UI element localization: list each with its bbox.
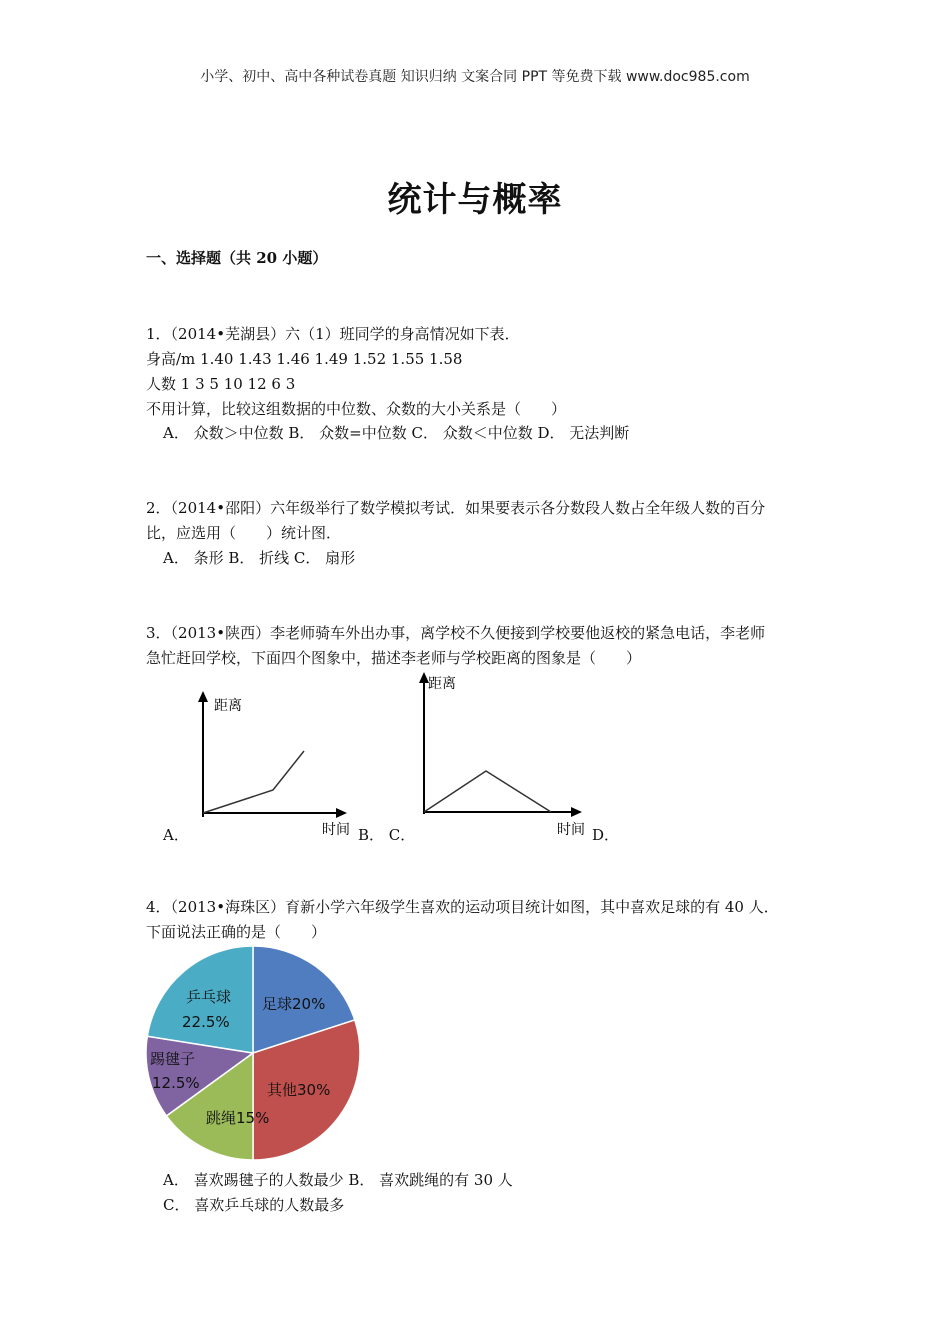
graph-c-xlabel: 时间 [557, 822, 585, 838]
q3-stem-line2: 急忙赶回学校，下面四个图象中，描述李老师与学校距离的图象是（ ） [146, 649, 642, 667]
q3-stem-line1: 3．（2013•陕西）李老师骑车外出办事，离学校不久便接到学校要他返校的紧急电话，李老师 [146, 624, 766, 642]
q3-label-d: D． [592, 826, 620, 844]
pie-label-shuttlecock-name: 踢毽子 [150, 1050, 196, 1068]
q3-graph-c [404, 668, 594, 838]
q2-options: A． 条形 B． 折线 C． 扇形 [163, 549, 356, 567]
graph-c-line [424, 771, 551, 812]
page-title: 统计与概率 [387, 180, 563, 220]
pie-label-rope: 跳绳15% [206, 1109, 270, 1127]
q2-stem-line2: 比，应选用（ ）统计图． [146, 524, 342, 542]
section-heading: 一、选择题（共 20 小题） [146, 249, 328, 267]
graph-c-x-arrow [571, 807, 582, 817]
pie-label-football: 足球20% [262, 995, 326, 1013]
pie-label-other: 其他30% [267, 1081, 331, 1099]
q2-stem-line1: 2．（2014•邵阳）六年级举行了数学模拟考试．如果要表示各分数段人数占全年级人数的百分 [146, 499, 766, 517]
q1-stem: 1．（2014•芜湖县）六（1）班同学的身高情况如下表． [146, 325, 520, 343]
pie-label-pingpong-pct: 22.5% [182, 1013, 230, 1031]
graph-a-line [203, 751, 304, 813]
q4-options-ab: A． 喜欢踢毽子的人数最少 B． 喜欢跳绳的有 30 人 [163, 1171, 513, 1189]
q1-options: A． 众数＞中位数 B． 众数=中位数 C． 众数＜中位数 D． 无法判断 [163, 424, 630, 442]
q4-stem-line2: 下面说法正确的是（ ） [146, 923, 327, 941]
pie-label-pingpong-name: 乒乓球 [186, 988, 232, 1006]
q4-stem-line1: 4．（2013•海珠区）育新小学六年级学生喜欢的运动项目统计如图，其中喜欢足球的有 40 人． [146, 898, 779, 916]
q1-question: 不用计算，比较这组数据的中位数、众数的大小关系是（ ） [146, 400, 567, 418]
graph-a-y-arrow [198, 691, 208, 702]
q4-pie-chart [140, 940, 370, 1170]
q3-label-a: A． [163, 826, 189, 844]
q1-count-row: 人数 1 3 5 10 12 6 3 [146, 375, 296, 393]
q3-graph-a [180, 688, 360, 838]
graph-a-x-arrow [336, 808, 347, 818]
q1-height-row: 身高/m 1.40 1.43 1.46 1.49 1.52 1.55 1.58 [146, 350, 463, 368]
graph-c-ylabel: 距离 [428, 676, 456, 692]
q4-option-c: C． 喜欢乒乓球的人数最多 [163, 1196, 345, 1214]
q3-label-bc: B． C． [358, 826, 416, 844]
page-header: 小学、初中、高中各种试卷真题 知识归纳 文案合同 PPT 等免费下载 www.doc985.com [200, 69, 750, 85]
pie-label-shuttlecock-pct: 12.5% [152, 1074, 200, 1092]
graph-a-ylabel: 距离 [214, 698, 242, 714]
graph-a-xlabel: 时间 [322, 822, 350, 838]
